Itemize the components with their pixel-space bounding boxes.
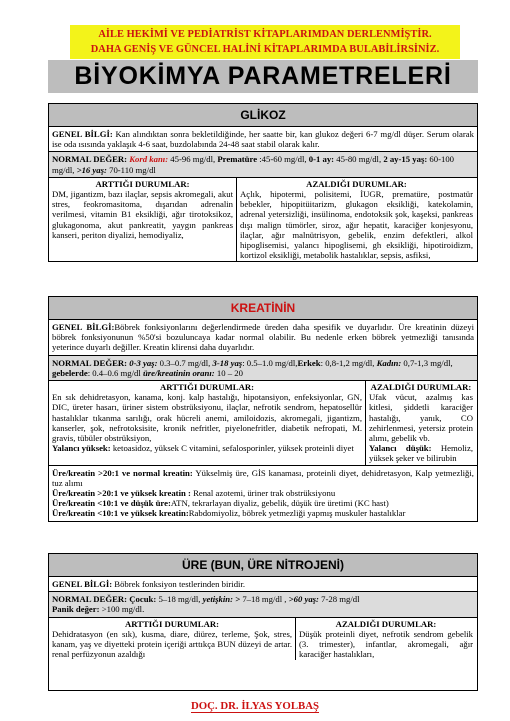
kreatinin-low-title: AZALDIĞI DURUMLAR: bbox=[370, 382, 472, 393]
glikoz-normal-key: >16 yaş: bbox=[76, 164, 107, 175]
kreatinin-high-fp-label: Yalancı yüksek: bbox=[52, 443, 111, 454]
ure-general-label: GENEL BİLGİ: bbox=[52, 579, 113, 589]
kreatinin-low-fp-text: Hemoliz, yüksek şeker ve bilirubin bbox=[369, 443, 473, 464]
kreatinin-high-title: ARTTIĞI DURUMLAR: bbox=[159, 382, 255, 393]
page-title: BİYOKİMYA PARAMETRELERİ bbox=[48, 60, 478, 93]
banner-line-1: AİLE HEKİMİ VE PEDİATRİST KİTAPLARIMDAN DERLENMİŞTİR. bbox=[98, 29, 432, 40]
glikoz-normal-key: 0-1 ay: bbox=[308, 154, 335, 165]
glikoz-normal-value: 70-110 mg/dl bbox=[106, 164, 156, 175]
author-footer bbox=[0, 700, 510, 712]
kreatinin-general-text: Böbrek fonksiyonlarını değerlendirmede üreden daha spesifik ve duyarlıdır. Üre kreatinin düzeyi böbrek fonksiyonunun %50'si bozuluncaya kadar normal olabilir. Bu nedenle erken böbrek yetmezliği tanısında yeterince duyarlı değiller. Kreatin klirensi daha duyarlıdır. bbox=[52, 322, 475, 353]
glikoz-normal-values bbox=[49, 152, 477, 177]
banner-line-2: DAHA GENİŞ VE GÜNCEL HALİNİ KİTAPLARIMDA BULABİLİRSİNİZ. bbox=[90, 44, 440, 55]
glikoz-title: GLİKOZ bbox=[49, 104, 477, 127]
ure-normal-values bbox=[49, 592, 477, 617]
kreatinin-normal-value: : 0,8-1,2 mg/dl, bbox=[320, 357, 377, 368]
kreatinin-normal-value: 0.3–0.7 mg/dl, bbox=[157, 357, 213, 368]
kreatinin-normal-key: Erkek bbox=[297, 357, 321, 368]
ure-high-text: Dehidratasyon (en sık), kusma, diare, diürez, terleme, Şok, stres, kanam, yaş ve diyetteki protein içeriği arttıkça BUN düzeyi de artar. renal perfüzyonun azaldığı bbox=[52, 628, 292, 660]
kreatinin-normal-key: 3-18 yaş bbox=[212, 357, 243, 368]
kreatinin-normal-key: üre/kreatinin oranı: bbox=[142, 367, 215, 378]
ure-normal-key: >60 yaş: bbox=[288, 594, 319, 605]
kreatinin-normal-value: : 0.4–0.6 mg/dl bbox=[87, 367, 143, 378]
glikoz-high-title: ARTTIĞI DURUMLAR: bbox=[95, 178, 190, 189]
kreatinin-normal-value: : 0.5–1.0 mg/dl, bbox=[242, 357, 298, 368]
glikoz-low-column bbox=[237, 178, 476, 262]
ratio-text: ATN, tekrarlayan diyaliz, gebelik, düşük üre üretimi (KC hast) bbox=[170, 498, 389, 509]
ure-general-text: Böbrek fonksiyon testlerinden biridir. bbox=[112, 579, 246, 589]
glikoz-normal-key: Kord kanı: bbox=[127, 154, 169, 165]
glikoz-low-title: AZALDIĞI DURUMLAR: bbox=[306, 178, 407, 189]
ure-section bbox=[48, 553, 478, 691]
glikoz-normal-key: 2 ay-15 yaş: bbox=[383, 154, 428, 165]
ratio-label: Üre/kreatin <10:1 ve yüksek kreatin: bbox=[52, 508, 189, 519]
kreatinin-low-column bbox=[366, 381, 476, 465]
kreatinin-low-false-positive bbox=[369, 443, 473, 463]
kreatinin-normal-key: Kadın: bbox=[376, 357, 402, 368]
ratio-line bbox=[52, 498, 474, 508]
ure-panic-text: >100 mg/dl. bbox=[99, 604, 145, 615]
ratio-text: Renal azotemi, üriner trak obstrüksiyonu bbox=[190, 488, 336, 499]
ure-panic-label: Panik değer: bbox=[52, 604, 100, 615]
ratio-line bbox=[52, 468, 474, 488]
glikoz-normal-label: NORMAL DEĞER: bbox=[52, 154, 128, 165]
glikoz-conditions bbox=[49, 178, 477, 262]
ure-normal-key: yetişkin: > bbox=[202, 594, 241, 605]
kreatinin-low-fp-label: Yalancı düşük: bbox=[369, 443, 432, 454]
kreatinin-general-label: GENEL BİLGİ: bbox=[52, 322, 115, 332]
glikoz-normal-value: 60-100 mg/dl, bbox=[52, 154, 455, 175]
glikoz-normal-value: :45-60 mg/dl, bbox=[257, 154, 309, 165]
ratio-text: Yükselmiş üre, GİS kanaması, proteinli diyet, dehidretasyon, Kalp yetmezliği, tuz alımı bbox=[52, 467, 474, 488]
ure-low-text: Düşük proteinli diyet, nefrotik sendrom gebelik (3. trimester), infantlar, akromegali, ağır karaciğer hastalıkları, bbox=[299, 628, 473, 660]
ure-high-title: ARTTIĞI DURUMLAR: bbox=[124, 618, 220, 629]
ure-panic-line bbox=[52, 604, 474, 614]
ratio-label: Üre/kreatin >20:1 ve yüksek kreatin : bbox=[52, 488, 191, 499]
kreatinin-normal-value: 0,7-1,3 mg/dl, bbox=[401, 357, 453, 368]
ratio-label: Üre/kreatin <10:1 ve düşük üre: bbox=[52, 498, 171, 509]
glikoz-normal-value: 45-80 mg/dl, bbox=[334, 154, 384, 165]
kreatinin-normal-label: NORMAL DEĞER: bbox=[52, 357, 128, 368]
ure-normal-key: Çocuk: bbox=[127, 594, 157, 605]
ure-low-column bbox=[296, 618, 476, 661]
kreatinin-high-fp-text: ketoasidoz, yüksek C vitamini, sefalosporinler, yüksek proteinli diyet bbox=[110, 443, 354, 454]
kreatinin-high-text: En sık dehidretasyon, kanama, konj. kalp hastalığı, hipotansiyon, enfeksiyonlar, GN, DIC, üreter hasarı, üriner sistem obstrüksiyonu, ilaçlar, nefrotik sendrom, hepatosellür hastalıklar tıkanma sarılığı, orak hücreli anemi, amiloidozis, akromegali, jigantizm, kanserler, şok, nefrotoksisite, kronik nefritler, piyelonefritler, diabetik nefropati, M. gravis, tübüler obstrüksiyon, bbox=[52, 392, 362, 444]
kreatinin-low-text: Ufak vücut, azalmış kas kitlesi, şiddetli karaciğer hastalığı, yanık, CO zehirlenmesi, yetersiz protein alımı, gebelik vb. bbox=[369, 392, 473, 444]
glikoz-section bbox=[48, 103, 478, 262]
ure-conditions bbox=[49, 618, 477, 661]
ure-normal-label: NORMAL DEĞER: bbox=[52, 594, 128, 605]
glikoz-general-text: Kan alındıktan sonra bekletildiğinde, her saatte bir, kan glukoz değeri 6-7 mg/dl düşer. Serum olarak ise oda ısısında yaklaşık 4-6 saat, buzdolabında 24-48 saat stabil olarak kalır. bbox=[52, 129, 474, 150]
ure-title: ÜRE (BUN, ÜRE NİTROJENİ) bbox=[49, 554, 477, 577]
ratio-line bbox=[52, 508, 474, 518]
glikoz-high-text: DM, jigantizm, bazı ilaçlar, sepsis akromegali, akut stres, feokromasitoma, dışarıdan adrenalin verilmesi, vitamin B1 eksikliği, ağır tirotoksikoz, glukagonoma, akut pankreatit, yaygın pankreas kanseri, periton diyalizi, hemodiyaliz, bbox=[52, 189, 233, 240]
author-name: DOÇ. DR. İLYAS YOLBAŞ bbox=[190, 700, 320, 712]
glikoz-general-label: GENEL BİLGİ: bbox=[52, 129, 113, 139]
ure-normal-value: 5–18 mg/dl, bbox=[156, 594, 203, 605]
glikoz-normal-key: Prematüre bbox=[217, 154, 258, 165]
kreatinin-normal-key: 0-3 yaş: bbox=[127, 357, 158, 368]
kreatinin-ratios bbox=[49, 466, 477, 521]
glikoz-high-column bbox=[49, 178, 237, 262]
ure-low-title: AZALDIĞI DURUMLAR: bbox=[335, 618, 437, 629]
ure-normal-line bbox=[52, 594, 474, 604]
kreatinin-normal-values bbox=[49, 356, 477, 381]
ure-general-info bbox=[49, 577, 477, 592]
kreatinin-section bbox=[48, 296, 478, 522]
kreatinin-normal-value: 10 – 20 bbox=[214, 367, 243, 378]
kreatinin-normal-key: gebelerde bbox=[52, 367, 88, 378]
kreatinin-title: KREATİNİN bbox=[49, 297, 477, 320]
glikoz-low-text: Açlık, hipotermi, polisitemi, İUGR, prematüre, postmatür bebekler, hipopitüitarizm, glukagon eksikliği, katekolamin, adrenal yetersizliği, insülinoma, endotoksik şok, kaşeksi, pankreas dışı malign tümörler, siroz, ağır hepatit, karaciğer konjesyonu, ilaçlar, ağır malnütrisyon, gebelik, enzim defektleri, alkol hipoglisemisi, yalancı hipoglisemi, gh eksikliği, hipotiroidizm, kortizol eksikliği, metabolik hastalıklar, sepsis, asfiksi, bbox=[240, 189, 473, 261]
kreatinin-general-info bbox=[49, 320, 477, 356]
ure-normal-value: 7–18 mg/dl , bbox=[240, 594, 289, 605]
kreatinin-high-false-positive bbox=[52, 443, 362, 453]
ratio-label: Üre/kreatin >20:1 ve normal kreatin: bbox=[52, 467, 193, 478]
kreatinin-conditions bbox=[49, 381, 477, 466]
ratio-line bbox=[52, 488, 474, 498]
ratio-text: Rabdomiyoliz, böbrek yetmezliği yapmış muskuler hastalıklar bbox=[188, 508, 406, 519]
header-banner bbox=[70, 25, 460, 59]
glikoz-general-info bbox=[49, 127, 477, 152]
kreatinin-high-column bbox=[49, 381, 366, 465]
glikoz-normal-value: 45-96 mg/dl, bbox=[168, 154, 218, 165]
ure-normal-value: 7-28 mg/dl bbox=[318, 594, 360, 605]
ure-high-column bbox=[49, 618, 296, 661]
